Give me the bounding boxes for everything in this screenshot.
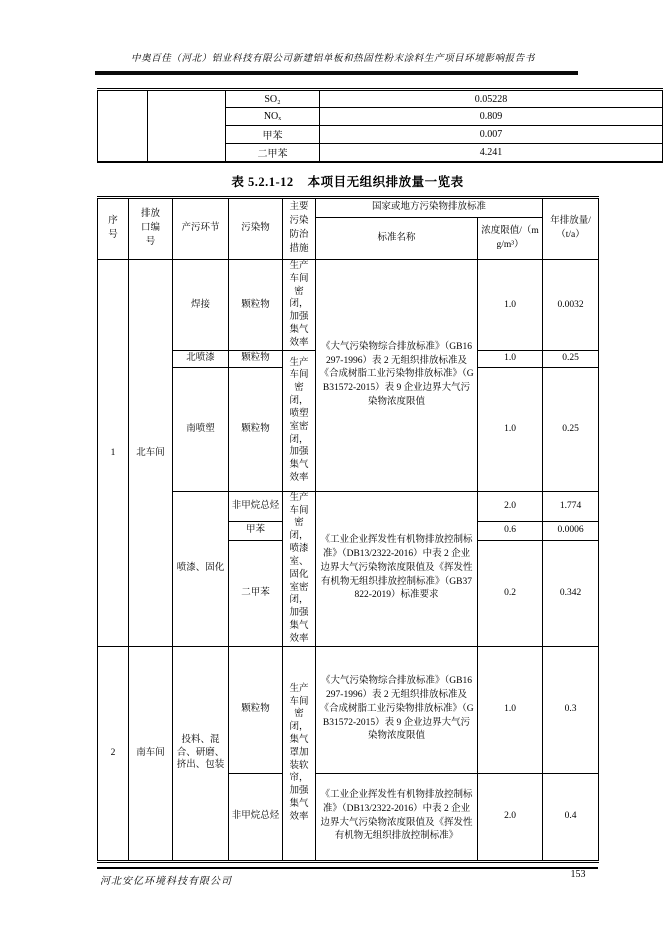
cell-pollutant: 颗粒物	[229, 260, 283, 351]
cell-limit: 1.0	[478, 260, 543, 351]
fugitive-emission-table	[97, 196, 599, 863]
header-measures: 主要污染防治措施	[283, 198, 316, 260]
cell-limit: 2.0	[478, 773, 543, 861]
cell-process-feeding-mixing: 投料、混合、研磨、挤出、包装	[173, 646, 229, 861]
cell-seq-1: 1	[98, 260, 129, 647]
cell-standard: 《大气污染物综合排放标准》（GB16297-1996）表 2 无组织排放标准及《合成树脂工业污染物排放标准》（GB31572-2015）表 9 企业边界大气污染物浓度限值	[316, 646, 478, 773]
page-number: 153	[570, 869, 586, 880]
cell-limit: 1.0	[478, 646, 543, 773]
cell-measures: 生产车间密闭，喷漆室、固化室密闭，加强集气效率	[283, 491, 316, 646]
header-limit: 浓度限值/（mg/m³）	[478, 218, 543, 260]
table-title	[97, 172, 598, 190]
header-annual: 年排放量/（t/a）	[543, 198, 599, 260]
cell-annual: 0.3	[543, 646, 599, 773]
cell-outlet-north: 北车间	[129, 260, 173, 647]
cell-annual: 1.774	[543, 491, 599, 521]
header-rule	[95, 71, 578, 75]
header-outlet: 排放口编号	[129, 198, 173, 260]
table-title-text: 本项目无组织排放量一览表	[307, 175, 464, 189]
header-pollutant: 污染物	[229, 198, 283, 260]
continued-table-empty-cell-2	[148, 90, 226, 162]
pollutant-value: 4.241	[320, 144, 663, 162]
cell-seq-2: 2	[98, 646, 129, 861]
cell-measures: 生产车间密闭，喷塑室密闭，加强集气效率	[283, 350, 316, 491]
cell-measures: 生产车间密闭，加强集气效率	[283, 260, 316, 351]
cell-annual: 0.0006	[543, 521, 599, 540]
cell-standard: 《大气污染物综合排放标准》（GB16297-1996）表 2 无组织排放标准及《合成树脂工业污染物排放标准》（GB31572-2015）表 9 企业边界大气污染物浓度限值	[316, 260, 478, 492]
pollutant-value: 0.05228	[320, 90, 663, 108]
pollutant-value: 0.007	[320, 126, 663, 144]
cell-process-paint-cure: 喷漆、固化	[173, 491, 229, 646]
cell-process-welding: 焊接	[173, 260, 229, 351]
cell-outlet-south: 南车间	[129, 646, 173, 861]
cell-limit: 0.2	[478, 540, 543, 646]
cell-annual: 0.342	[543, 540, 599, 646]
footer-company: 河北安亿环境科技有限公司	[100, 876, 232, 887]
pollutant-label: NOₓ	[226, 108, 320, 126]
cell-limit: 2.0	[478, 491, 543, 521]
cell-pollutant: 颗粒物	[229, 350, 283, 367]
cell-process-north-paint: 北喷漆	[173, 350, 229, 367]
cell-annual: 0.0032	[543, 260, 599, 351]
continued-emission-table	[97, 88, 663, 163]
pollutant-label: 二甲苯	[226, 144, 320, 162]
cell-pollutant: 甲苯	[229, 521, 283, 540]
cell-limit: 0.6	[478, 521, 543, 540]
cell-pollutant: 颗粒物	[229, 646, 283, 773]
pollutant-value: 0.809	[320, 108, 663, 126]
page-header-title: 中奥百佳（河北）铝业科技有限公司新建铝单板和热固性粉末涂料生产项目环境影响报告书	[130, 54, 535, 64]
header-process: 产污环节	[173, 198, 229, 260]
pollutant-label: SO₂	[226, 90, 320, 108]
cell-annual: 0.25	[543, 350, 599, 367]
cell-limit: 1.0	[478, 367, 543, 491]
table-number: 表 5.2.1-12	[231, 175, 294, 189]
cell-limit: 1.0	[478, 350, 543, 367]
cell-measures: 生产车间密闭，集气罩加装软帘，加强集气效率	[283, 646, 316, 861]
cell-pollutant: 二甲苯	[229, 540, 283, 646]
cell-pollutant: 非甲烷总烃	[229, 773, 283, 861]
pollutant-label: 甲苯	[226, 126, 320, 144]
header-seq: 序号	[98, 198, 129, 260]
cell-pollutant: 非甲烷总烃	[229, 491, 283, 521]
cell-annual: 0.25	[543, 367, 599, 491]
header-standard-group: 国家或地方污染物排放标准	[316, 198, 543, 218]
header-standard-name: 标准名称	[316, 218, 478, 260]
continued-table-empty-cell-1	[98, 90, 148, 162]
cell-pollutant: 颗粒物	[229, 367, 283, 491]
cell-annual: 0.4	[543, 773, 599, 861]
cell-standard: 《工业企业挥发性有机物排放控制标准》（DB13/2322-2016）中表 2 企业边界大气污染物浓度限值及《挥发性有机物无组织排放控制标准》	[316, 773, 478, 861]
footer-rule	[97, 867, 598, 869]
cell-standard: 《工业企业挥发性有机物排放控制标准》（DB13/2322-2016）中表 2 企业边界大气污染物浓度限值及《挥发性有机物无组织排放控制标准》（GB37822-2019）标准要求	[316, 491, 478, 646]
cell-process-south-spray: 南喷塑	[173, 367, 229, 491]
